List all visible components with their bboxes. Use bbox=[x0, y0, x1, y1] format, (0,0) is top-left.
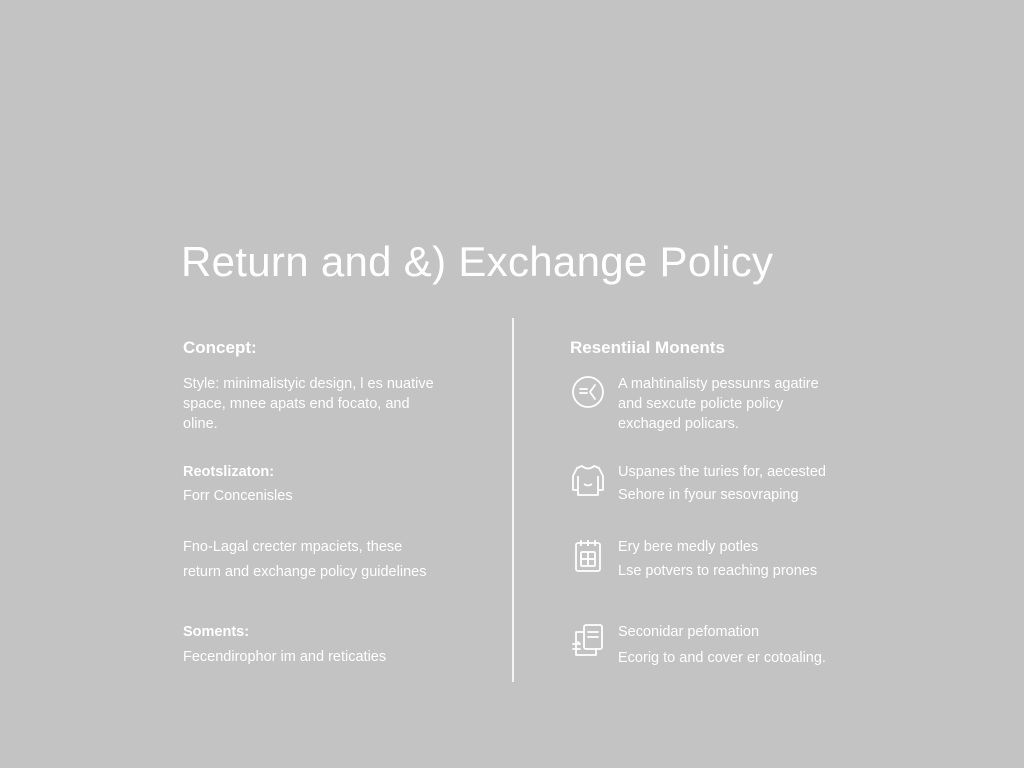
moment-line: exchaged policars. bbox=[618, 416, 739, 432]
moment-line: Lse potvers to reaching prones bbox=[618, 563, 818, 579]
moment-item bbox=[570, 537, 817, 581]
moment-line: Sehore in fyour sesovraping bbox=[618, 487, 799, 503]
page-title: Return and &) Exchange Policy bbox=[181, 238, 774, 285]
moment-line: Uspanes the turies for, aecested bbox=[618, 464, 826, 480]
moments-column bbox=[570, 338, 880, 666]
moment-item bbox=[570, 462, 826, 505]
moment-line: Ery bere medly potles bbox=[618, 539, 759, 555]
concept-heading: Concept: bbox=[183, 338, 257, 357]
legal-section bbox=[183, 537, 426, 582]
legal-line: Fno-Lagal crecter mpaciets, these bbox=[183, 539, 403, 555]
exchange-doc-icon bbox=[570, 622, 606, 658]
return-arrow-icon bbox=[570, 374, 606, 410]
moments-heading: Resentiial Monents bbox=[570, 338, 725, 357]
moment-line: Ecorig to and cover er cotoaling. bbox=[618, 650, 826, 666]
style-description bbox=[183, 374, 434, 434]
style-line: Style: minimalistyic design, l es nuative bbox=[183, 376, 434, 392]
realization-section bbox=[183, 462, 293, 506]
column-divider bbox=[512, 318, 514, 682]
moment-line: A mahtinalisty pessunrs agatire bbox=[618, 376, 819, 392]
realization-title: Reotslizaton: bbox=[183, 464, 275, 480]
document-icon bbox=[570, 537, 606, 573]
style-line: oline. bbox=[183, 416, 218, 432]
moment-line: and sexcute policte policy bbox=[618, 396, 784, 412]
realization-line: Forr Concenisles bbox=[183, 488, 293, 504]
legal-line: return and exchange policy guidelines bbox=[183, 564, 427, 580]
shirt-icon bbox=[570, 462, 606, 498]
moment-item bbox=[570, 622, 826, 668]
moment-item bbox=[570, 374, 819, 434]
soments-section bbox=[183, 622, 386, 667]
soments-title: Soments: bbox=[183, 624, 250, 640]
style-line: space, mnee apats end focato, and bbox=[183, 396, 410, 412]
moment-line: Seconidar pefomation bbox=[618, 624, 760, 640]
concept-column bbox=[183, 338, 483, 665]
soments-line: Fecendirophor im and reticaties bbox=[183, 649, 387, 665]
